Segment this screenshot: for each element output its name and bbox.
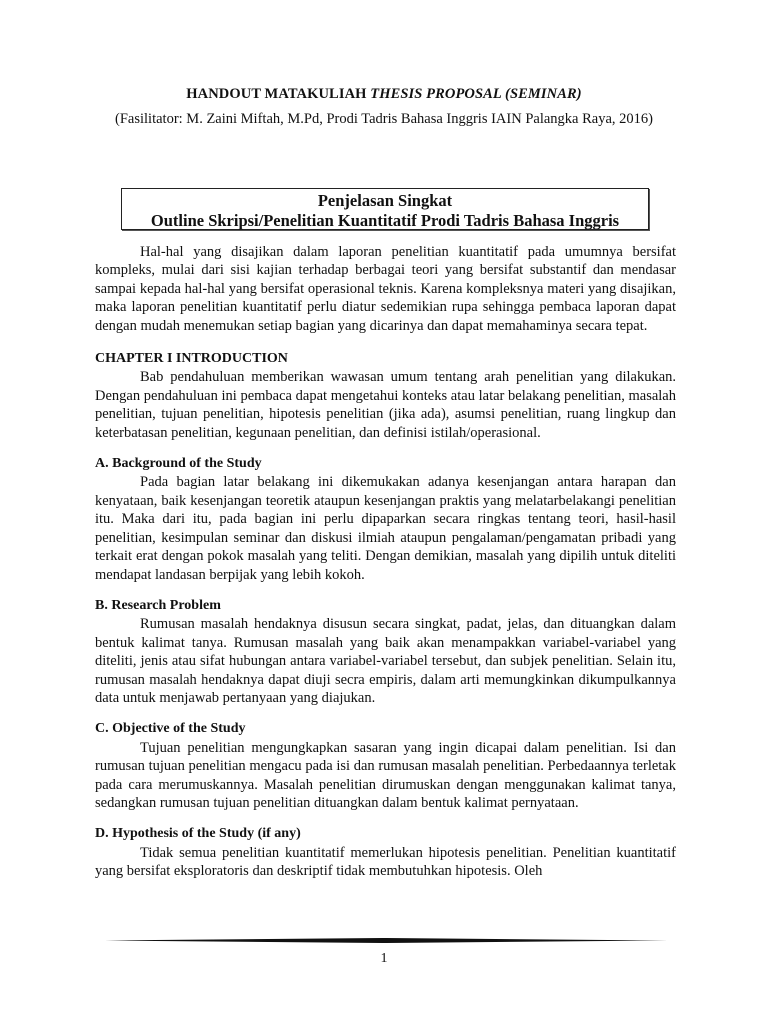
outline-title-line-1: Penjelasan Singkat bbox=[317, 191, 453, 210]
section-research-problem bbox=[95, 597, 676, 707]
section-paragraph: Tujuan penelitian mengungkapkan sasaran yang ingin dicapai dalam penelitian. Isi dan rumusan tujuan penelitian mengacu pada isi dan rumusan masalah penelitian. Perbedaannya terletak pada cara merumuskannya. Masalah penelitian dirumuskan dengan menggunakan kalimat tanya, sedangkan rumusan tujuan penelitian dituangkan dalam bentuk kalimat pernyataan. bbox=[95, 739, 676, 811]
handout-title bbox=[0, 86, 768, 103]
section-objective bbox=[95, 720, 676, 812]
section-paragraph: Pada bagian latar belakang ini dikemukakan adanya kesenjangan antara harapan dan kenyataan, baik kesenjangan teoretik ataupun kesenjangan praktis yang melatarbelakangi penelitian itu. Maka dari itu, pada bagian ini perlu dipaparkan secara ringkas tentang teori, hasil-hasil penelitian, kesimpulan seminar dan diskusi ilmiah ataupun pengalaman/pengamatan pribadi yang terkait erat dengan pokok masalah yang teliti. Dengan demikian, masalah yang dipilih untuk diteliti mendapat landasan berpijak yang lebih kokoh. bbox=[95, 474, 676, 583]
section-heading: B. Research Problem bbox=[95, 597, 221, 613]
section-paragraph: Rumusan masalah hendaknya disusun secara singkat, padat, jelas, dan dituangkan dalam bentuk kalimat tanya. Rumusan masalah yang baik akan menampakkan variabel-variabel yang diteliti, jenis atau sifat hubungan antara variabel-variabel tersebut, dan subjek penelitian. Selain itu, rumusan masalah hendaknya dapat diuji secra empiris, dalam arti memungkinkan dikumpulkannya data untuk menjawab pertanyaan yang diajukan. bbox=[95, 616, 676, 706]
section-paragraph: Tidak semua penelitian kuantitatif memerlukan hipotesis penelitian. Penelitian kuantitatif yang bersifat eksploratoris dan deskriptif tidak membutuhkan hipotesis. Oleh bbox=[95, 844, 676, 880]
section-background bbox=[95, 455, 676, 584]
section-heading: C. Objective of the Study bbox=[95, 721, 246, 737]
section-hypothesis bbox=[95, 825, 676, 880]
footer-rule bbox=[105, 938, 668, 943]
handout-title-italic: THESIS PROPOSAL (SEMINAR) bbox=[370, 86, 582, 102]
outline-title-line-2: Outline Skripsi/Penelitian Kuantitatif Prodi Tadris Bahasa Inggris bbox=[150, 211, 620, 230]
outline-title-box bbox=[121, 188, 649, 230]
section-chapter-1 bbox=[95, 350, 676, 442]
section-heading: A. Background of the Study bbox=[95, 456, 262, 472]
page-number: 1 bbox=[380, 951, 388, 966]
facilitator-line: (Fasilitator: M. Zaini Miftah, M.Pd, Prodi Tadris Bahasa Inggris IAIN Palangka Raya, 2016) bbox=[115, 111, 653, 127]
handout-title-prefix: HANDOUT MATAKULIAH bbox=[186, 86, 371, 102]
section-heading: CHAPTER I INTRODUCTION bbox=[95, 351, 288, 367]
section-paragraph: Bab pendahuluan memberikan wawasan umum tentang arah penelitian yang dilakukan. Dengan pendahuluan ini pembaca dapat mengetahui konteks atau latar belakang penelitian, masalah penelitian, tujuan penelitian, hipotesis penelitian (jika ada), asumsi penelitian, ruang lingkup dan keterbatasan penelitian, kegunaan penelitian, dan definisi istilah/operasional. bbox=[95, 369, 676, 441]
intro-paragraph: Hal-hal yang disajikan dalam laporan penelitian kuantitatif pada umumnya bersifat kompleks, mulai dari sisi kajian terhadap berbagai teori yang bersifat substantif dan mendasar sampai kepada hal-hal yang bersifat operasional teknis. Karena kompleksnya materi yang disajikan, maka laporan penelitian kuantitatif perlu diatur sedemikian rupa sehingga pembaca laporan dapat dengan mudah menemukan setiap bagian yang dicarinya dan dapat memahaminya secara tepat. bbox=[95, 244, 676, 334]
document-body bbox=[95, 243, 676, 881]
section-heading: D. Hypothesis of the Study (if any) bbox=[95, 826, 301, 842]
